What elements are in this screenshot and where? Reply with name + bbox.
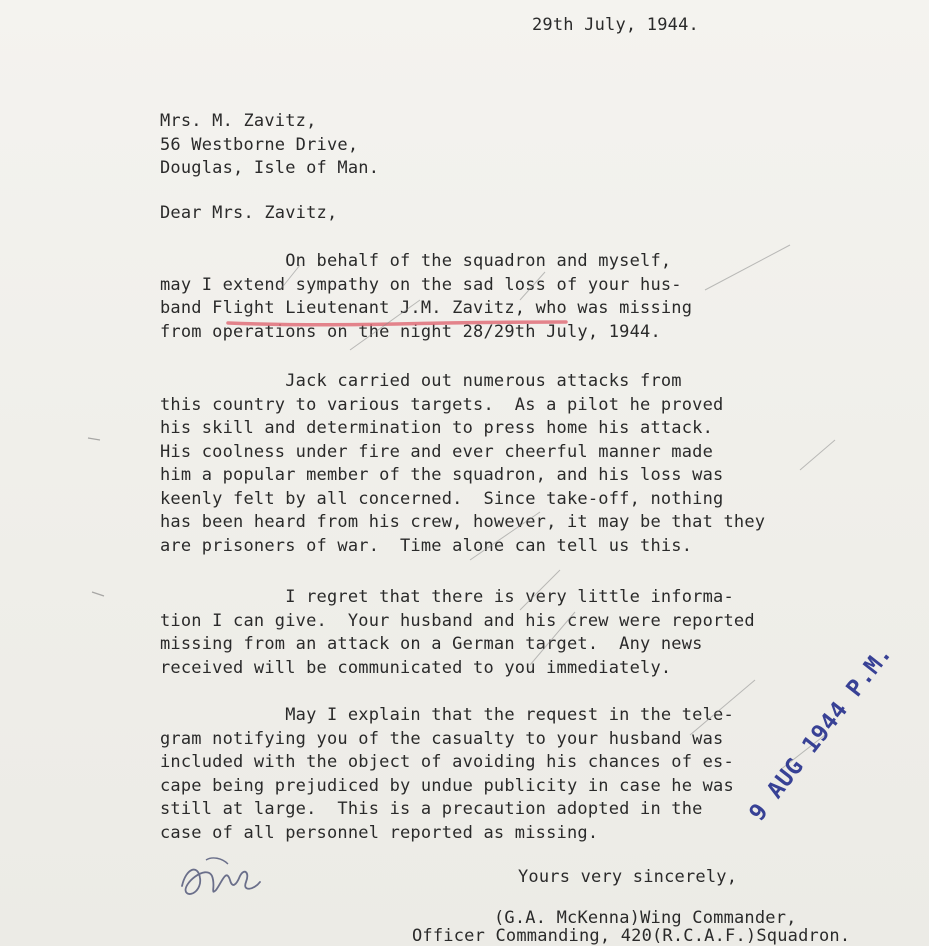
text-line: band Flight Lieutenant J.M. Zavitz, who was missing xyxy=(160,298,693,318)
text-line: his skill and determination to press home his attack. xyxy=(160,418,714,438)
text-line: tion I can give. Your husband and his crew were reported xyxy=(160,610,755,631)
address-line: Mrs. M. Zavitz, xyxy=(160,111,317,131)
address-line: 56 Westborne Drive, xyxy=(160,134,359,155)
text-line: His coolness under fire and ever cheerful manner made xyxy=(160,441,714,462)
paragraph-telegram-explanation xyxy=(160,704,734,845)
text-line: included with the object of avoiding his chances of es- xyxy=(160,752,734,772)
text-line: gram notifying you of the casualty to your husband was xyxy=(160,728,724,749)
text-line: may I extend sympathy on the sad loss of your hus- xyxy=(160,274,682,295)
text-line: Jack carried out numerous attacks from xyxy=(160,371,682,391)
paragraph-service-record xyxy=(160,370,765,558)
letter-date: 29th July, 1944. xyxy=(532,15,699,35)
address-line: Douglas, Isle of Man. xyxy=(160,158,380,178)
received-date-stamp: 9 AUG 1944 P.M. xyxy=(744,640,898,826)
signature-name-line: (G.A. McKenna)Wing Commander, xyxy=(494,908,797,928)
text-line: still at large. This is a precaution adopted in the xyxy=(160,799,703,819)
text-line: missing from an attack on a German target. Any news xyxy=(160,634,703,654)
text-line: are prisoners of war. Time alone can tell us this. xyxy=(160,535,693,556)
text-line: keenly felt by all concerned. Since take-off, nothing xyxy=(160,488,724,509)
handwritten-initials xyxy=(176,846,266,910)
paragraph-condolence xyxy=(160,250,692,344)
signature-title-line: Officer Commanding, 420(R.C.A.F.)Squadron. xyxy=(412,926,851,946)
recipient-address xyxy=(160,110,379,181)
text-line: him a popular member of the squadron, and his loss was xyxy=(160,465,724,485)
signature-block xyxy=(412,909,850,945)
text-line: this country to various targets. As a pilot he proved xyxy=(160,394,724,415)
salutation: Dear Mrs. Zavitz, xyxy=(160,203,338,223)
paragraph-information xyxy=(160,586,755,680)
text-line: May I explain that the request in the tele- xyxy=(160,705,734,725)
text-line: has been heard from his crew, however, it may be that they xyxy=(160,512,766,532)
text-line: cape being prejudiced by undue publicity in case he was xyxy=(160,775,734,796)
red-underline-mark xyxy=(226,319,568,328)
text-line: received will be communicated to you immediately. xyxy=(160,657,672,678)
text-line: case of all personnel reported as missing. xyxy=(160,822,599,843)
closing: Yours very sincerely, xyxy=(518,867,738,887)
text-line: On behalf of the squadron and myself, xyxy=(160,251,672,271)
text-line: from operations on the night 28/29th July, 1944. xyxy=(160,321,661,342)
text-line: I regret that there is very little informa- xyxy=(160,587,734,607)
